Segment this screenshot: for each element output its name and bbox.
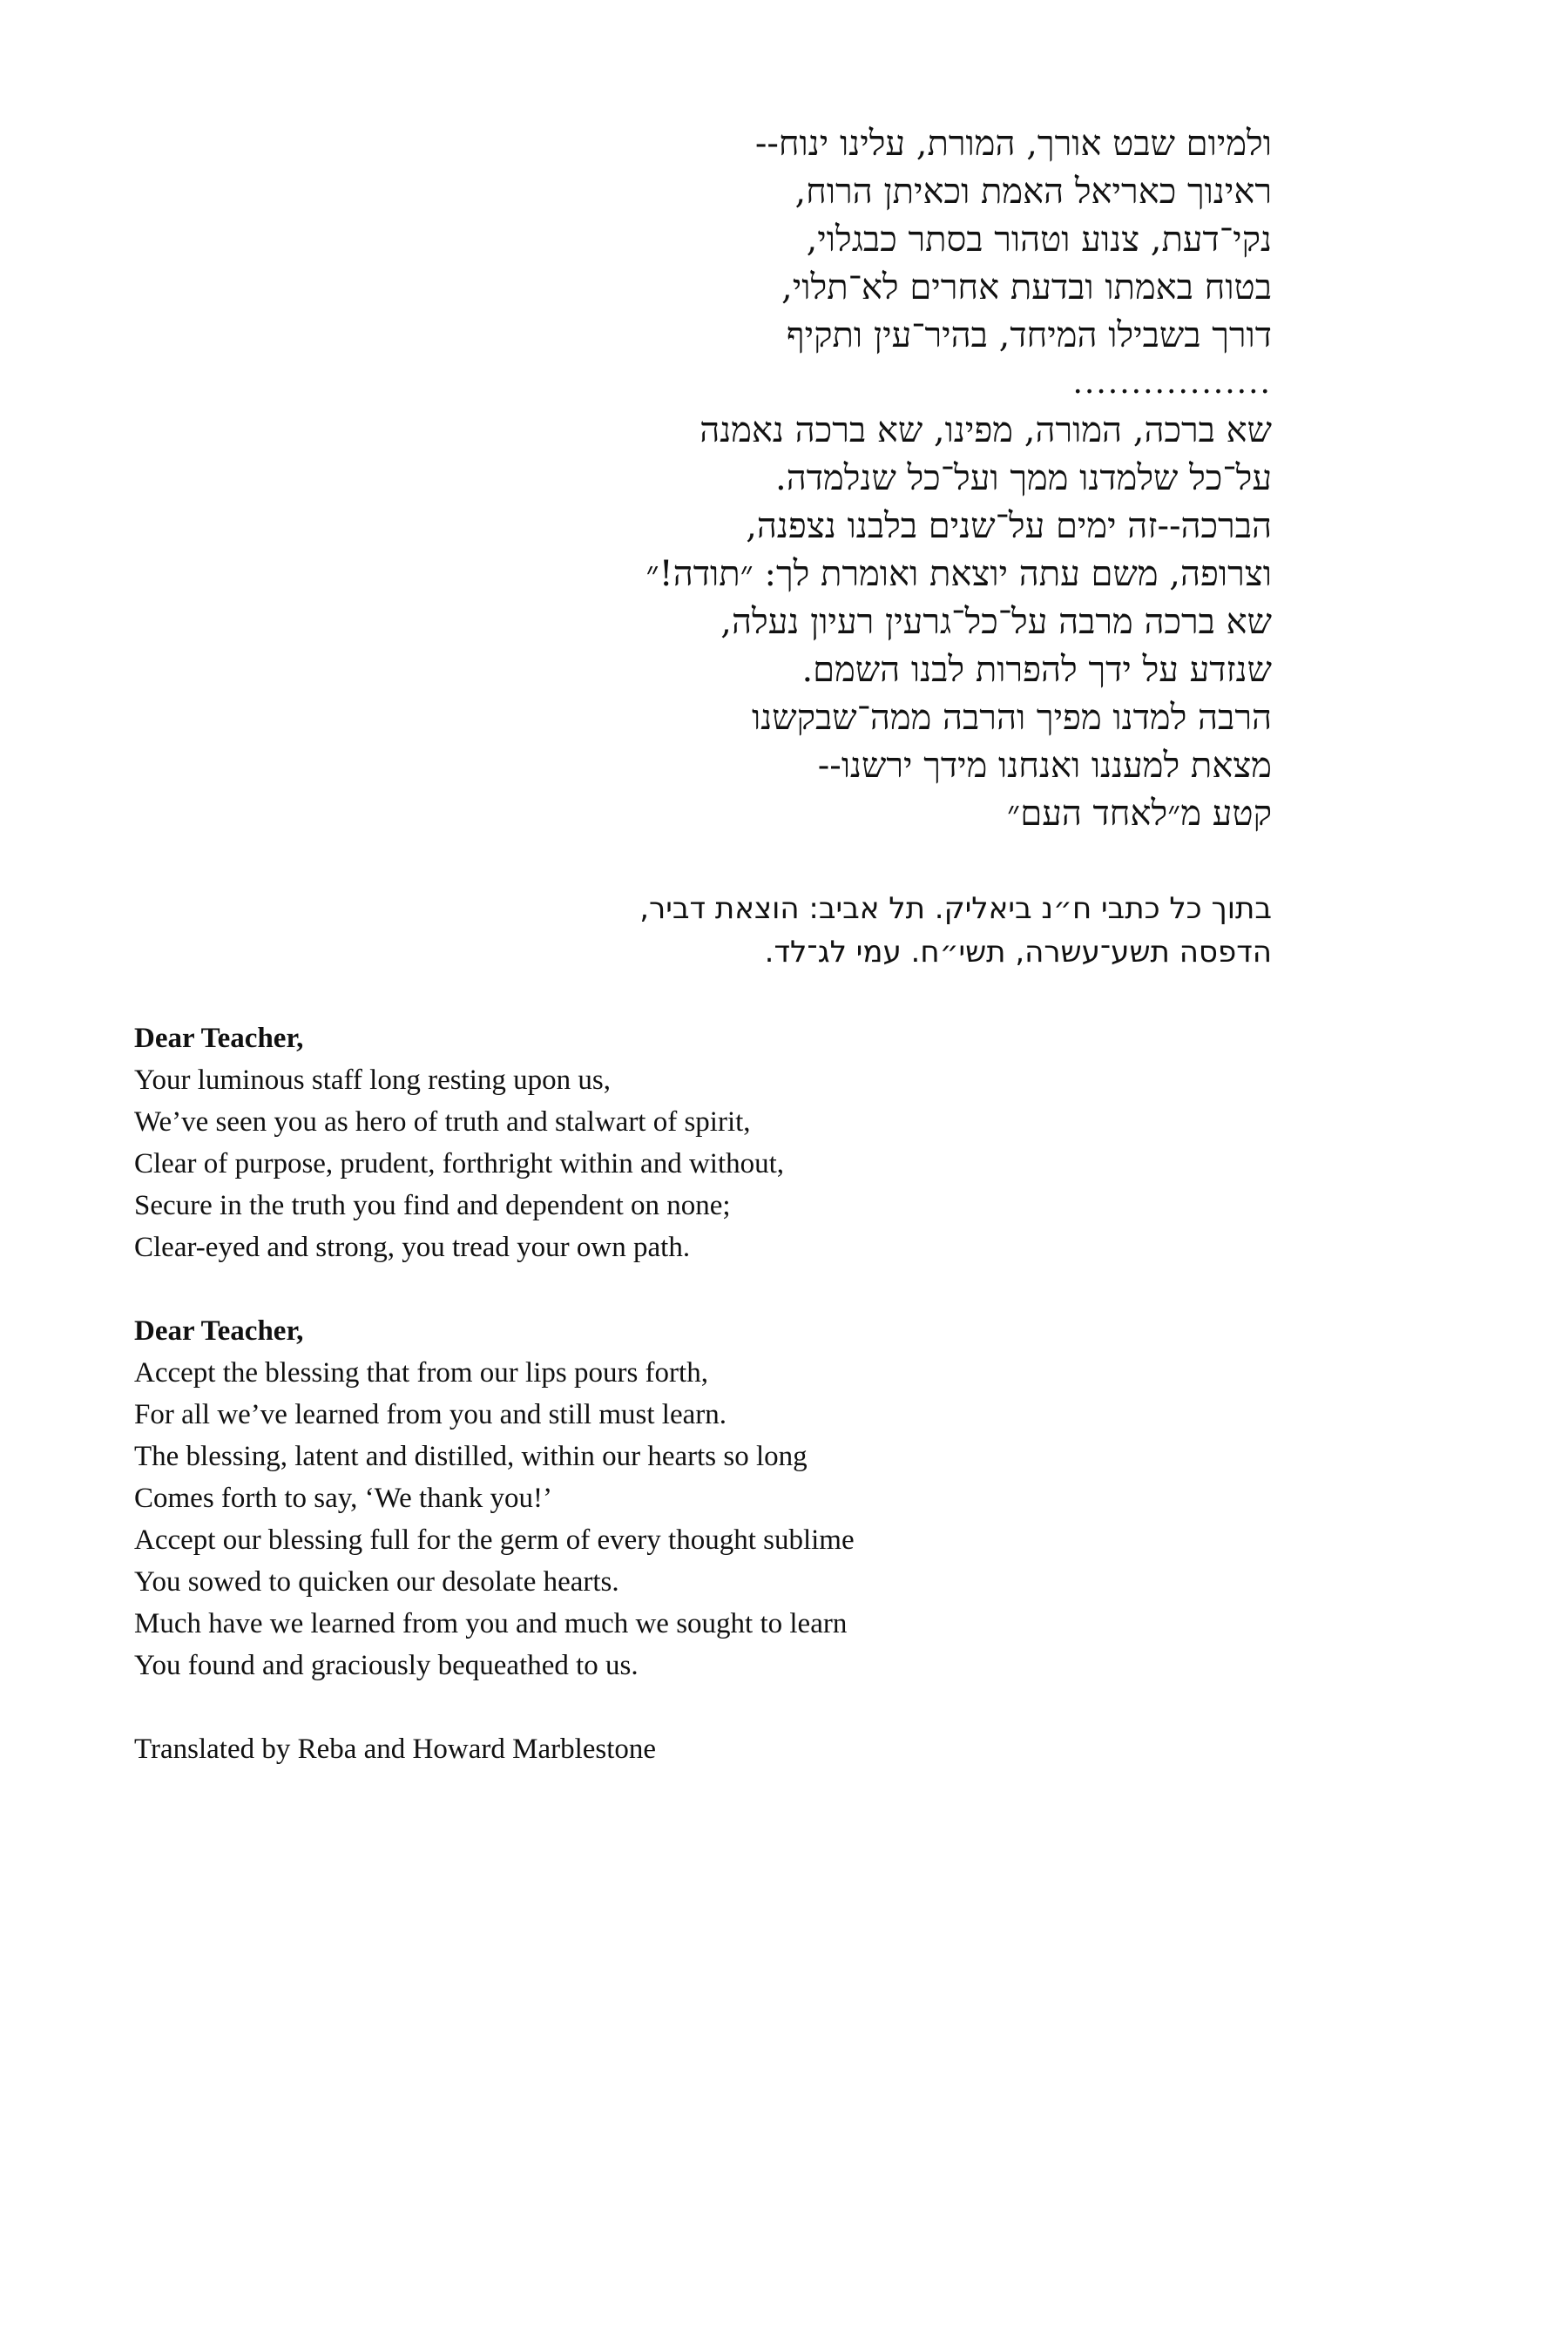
hebrew-stanza-1 (610, 120, 1272, 360)
hebrew-source-citation (488, 887, 1272, 974)
hebrew-line: מצאת למעננו ואנחנו מידך ירשנו-- (817, 746, 1272, 786)
citation-line: בתוך כל כתבי ח״נ ביאליק. תל אביב: הוצאת דביר, (639, 891, 1272, 926)
poem-line: Accept the blessing that from our lips pours forth, (134, 1357, 708, 1389)
poem-line: You sowed to quicken our desolate hearts. (134, 1566, 619, 1598)
hebrew-line: שא ברכה, המורה, מפינו, שא ברכה נאמנה (700, 410, 1272, 450)
english-translation (134, 1017, 1267, 1770)
stanza-heading: Dear Teacher, (134, 1023, 304, 1054)
hebrew-line: וצרופה, משם עתה יוצאת ואומרת לך: ״תודה!״ (645, 554, 1272, 594)
poem-line: Comes forth to say, ‘We thank you!’ (134, 1483, 553, 1514)
poem-line: The blessing, latent and distilled, within our hearts so long (134, 1441, 808, 1472)
poem-line: Clear-eyed and strong, you tread your own path. (134, 1232, 691, 1263)
hebrew-stanza-2 (610, 407, 1272, 838)
poem-line: Your luminous staff long resting upon us, (134, 1064, 611, 1096)
hebrew-line: ולמיום שבט אורך, המורת, עלינו ינוח-- (754, 124, 1272, 164)
hebrew-excerpt-title: קטע מ״לאחד העם״ (1007, 794, 1272, 834)
citation-line: הדפסה תשע־עשרה, תשי״ח. עמי לג־לד. (764, 935, 1272, 970)
hebrew-line: נקי־דעת, צנוע וטהור בסתר כבגלוי, (806, 220, 1272, 260)
ellipsis-separator: ................. (1072, 365, 1272, 401)
translator-credit: Translated by Reba and Howard Marblestone (134, 1734, 657, 1765)
english-stanza-1 (134, 1017, 1267, 1268)
hebrew-line: ראינוך כאריאל האמת וכאיתן הרוח, (794, 172, 1272, 212)
poem-line: Accept our blessing full for the germ of every thought sublime (134, 1524, 855, 1556)
poem-line: We’ve seen you as hero of truth and stalwart of spirit, (134, 1106, 751, 1138)
poem-line: Secure in the truth you find and dependent on none; (134, 1190, 731, 1221)
poem-line: Clear of purpose, prudent, forthright within and without, (134, 1148, 785, 1179)
hebrew-poem (610, 120, 1272, 838)
hebrew-line: שא ברכה מרבה על־כל־גרעין רעיון נעלה, (720, 602, 1272, 642)
hebrew-line: דורך בשבילו המיחד, בהיר־עין ותקיף (786, 315, 1272, 355)
poem-line: Much have we learned from you and much we sought to learn (134, 1608, 848, 1639)
hebrew-line: על־כל שלמדנו ממך ועל־כל שנלמדה. (775, 458, 1272, 498)
hebrew-line: שנזדע על ידך להפרות לבנו השמם. (801, 650, 1272, 690)
poem-line: For all we’ve learned from you and still must learn. (134, 1399, 727, 1430)
hebrew-line: הברכה--זה ימים על־שנים בלבנו נצפנה, (746, 506, 1272, 546)
stanza-heading: Dear Teacher, (134, 1315, 304, 1347)
english-stanza-2 (134, 1310, 1267, 1686)
hebrew-line: הרבה למדנו מפיך והרבה ממה־שבקשנו (752, 698, 1272, 738)
poem-line: You found and graciously bequeathed to us. (134, 1650, 639, 1681)
hebrew-line: בטוח באמתו ובדעת אחרים לא־תלוי, (781, 267, 1272, 308)
